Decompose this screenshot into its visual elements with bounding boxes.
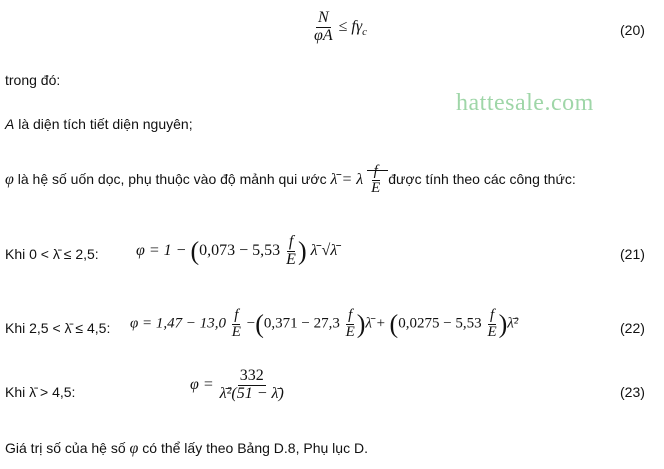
footer-text (5, 440, 368, 458)
eq22-mid1: 0,371 − 27,3 (263, 315, 340, 332)
eq22-mid3: 0,0275 − 5,53 (398, 315, 482, 332)
lambda-sqrt (367, 163, 388, 196)
eq23-num: 332 (239, 367, 264, 384)
equation-23 (190, 368, 286, 403)
eq23-den: λ̄²(51 − λ̄) (219, 384, 284, 402)
eq21-number: (21) (620, 246, 645, 262)
eq23-lhs: φ = (190, 375, 214, 393)
eq22-tail: λ̄² (507, 315, 519, 332)
eq23-condition: Khi λ̄ > 4,5: (5, 384, 76, 400)
footer-symbol-phi: φ (129, 440, 139, 457)
eq22-den3: E (487, 323, 497, 340)
eq21-den: E (286, 250, 296, 268)
eq21-num: f (288, 233, 294, 250)
eq22-condition: Khi 2,5 < λ̄ ≤ 4,5: (5, 320, 111, 336)
symbol-phi: φ (5, 170, 14, 188)
eq21-inner: 0,073 − 5,53 (199, 241, 281, 259)
definition-A-text: là diện tích tiết diện nguyên; (14, 116, 193, 132)
lambda-formula-lhs: λ̄ = λ (330, 170, 364, 188)
eq22-number: (22) (620, 320, 645, 336)
equation-21: φ = 1 − (0,073 − 5,53 $\frac{f}{E}$ ) λ̄ √λ̄ (136, 233, 338, 268)
eq20-rhs-sub: c (362, 26, 368, 39)
eq21-lhs: φ = 1 − (136, 241, 187, 259)
eq22-den1: E (231, 323, 241, 340)
eq20-number: (20) (620, 22, 645, 38)
equation-22: φ = 1,47 − 13,0 $\frac{f}{E}$ −(0,371 − 27,3 $\frac{f}{E}$ )λ̄ + (0,0275 − 5,53 $\frac{f}{E}$ )λ̄² (130, 307, 519, 340)
intro-text: trong đó: (5, 72, 61, 88)
eq20-denominator: φA (314, 26, 333, 44)
watermark: hattesale.com (456, 90, 594, 116)
lambda-frac-den: E (371, 179, 381, 196)
definition-phi-text1: là hệ số uốn dọc, phụ thuộc vào độ mảnh qui ước (13, 170, 331, 187)
footer-text1: Giá trị số của hệ số (5, 440, 130, 456)
eq22-mid2: λ̄ + (365, 315, 386, 332)
eq22-num2: f (348, 307, 353, 323)
eq22-den2: E (345, 323, 355, 340)
eq20-numerator: N (317, 9, 329, 26)
definition-phi-text2: được tính theo các công thức: (388, 170, 576, 187)
symbol-A: A (5, 116, 15, 132)
eq22-num1: f (234, 307, 239, 323)
lambda-frac-num: f (373, 163, 378, 179)
eq21-tail: λ̄ √λ̄ (310, 241, 338, 259)
definition-A (5, 116, 193, 132)
equation-20 (312, 10, 367, 45)
eq20-rhs: ≤ fγ (338, 17, 363, 35)
eq21-condition: Khi 0 < λ̄ ≤ 2,5: (5, 246, 99, 262)
definition-phi (5, 164, 576, 197)
eq22-lhs: φ = 1,47 − 13,0 (130, 315, 227, 332)
footer-text2: có thể lấy theo Bảng D.8, Phụ lục D. (138, 440, 368, 456)
eq23-number: (23) (620, 384, 645, 400)
eq22-num3: f (489, 307, 495, 323)
